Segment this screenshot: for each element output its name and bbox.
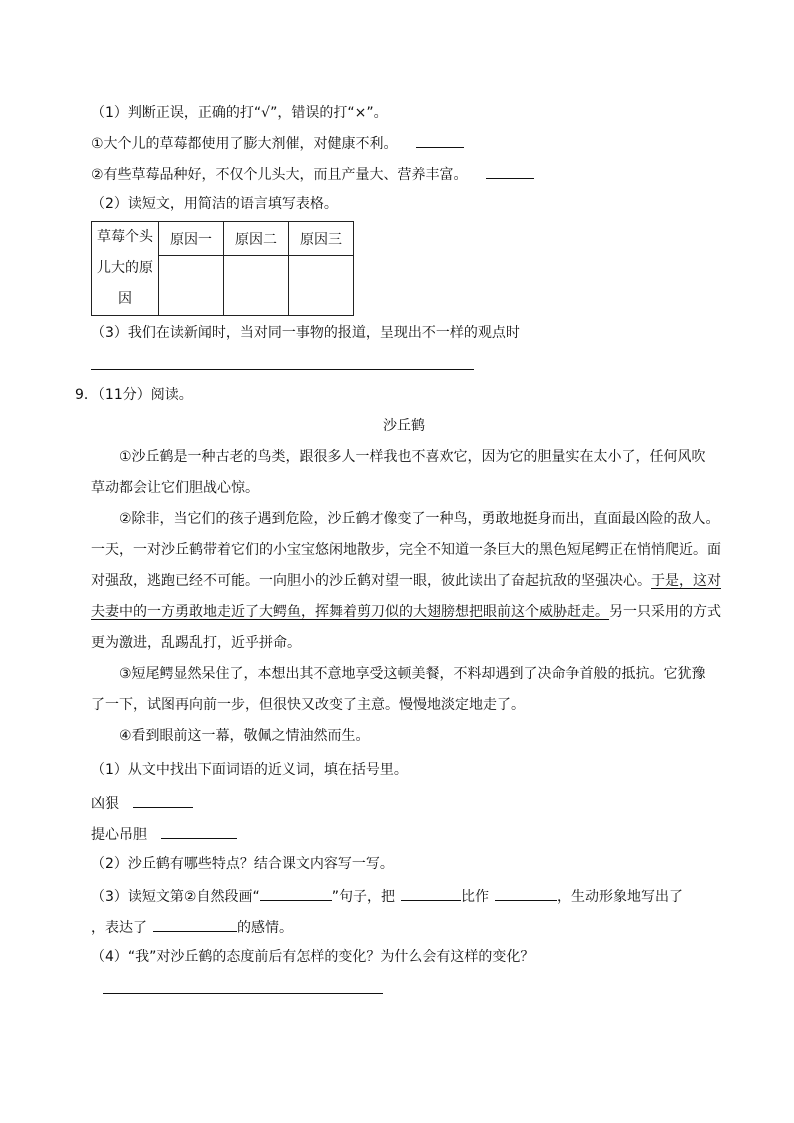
q8-statement1-text: ①大个儿的草莓都使用了膨大剂催，对健康不利。 xyxy=(91,136,398,152)
q8-part1-prompt: （1）判断正误，正确的打“√”，错误的打“×”。 xyxy=(91,105,388,121)
q9-part3-object-blank[interactable] xyxy=(495,885,557,901)
q8-statement2-text: ②有些草莓品种好，不仅个儿头大，而且产量大、营养丰富。 xyxy=(91,167,468,183)
q9-part3-d: ，生动形象地写出了 xyxy=(556,889,683,905)
passage-p2-line3 xyxy=(91,571,721,591)
q9-word1-row xyxy=(91,792,193,814)
q9-word1: 凶狠 xyxy=(91,796,119,812)
passage-p1-line1: ①沙丘鹤是一种古老的鸟类，跟很多人一样我也不喜欢它，因为它的胆量实在太小了，任何风吹 xyxy=(119,449,706,465)
q9-part3-line2 xyxy=(91,916,293,938)
table-answer-cell-3[interactable] xyxy=(289,256,354,316)
table-row-header-line1: 草莓个头 xyxy=(97,229,153,245)
passage-p1-line2: 草动都会让它们胆战心惊。 xyxy=(91,480,259,496)
q9-part3-f: 的感情。 xyxy=(237,920,293,936)
q9-part3-a: （3）读短文第②自然段画“ xyxy=(91,889,260,905)
q9-part3-feeling-blank[interactable] xyxy=(153,916,237,932)
q8-statement1 xyxy=(91,132,464,154)
table-col-header-1: 原因一 xyxy=(159,222,224,256)
q9-word1-blank[interactable] xyxy=(133,792,193,808)
passage-title: 沙丘鹤 xyxy=(383,418,425,434)
q9-word2-row xyxy=(91,823,237,845)
q8-statement2 xyxy=(91,163,534,185)
q9-part4-prompt: （4）“我”对沙丘鹤的态度前后有怎样的变化？为什么会有这样的变化？ xyxy=(91,949,535,965)
passage-p2-line1: ②除非，当它们的孩子遇到危险，沙丘鹤才像变了一种鸟，勇敢地挺身而出，直面最凶险的敌人。 xyxy=(119,511,720,527)
q9-part3-sentence-blank[interactable] xyxy=(260,885,332,901)
passage-p2-line5: 更为激进，乱踢乱打，近乎拼命。 xyxy=(91,635,301,651)
table-row-header-line3: 因 xyxy=(118,291,132,307)
table-row-header xyxy=(92,222,159,316)
table-col-header-3: 原因三 xyxy=(289,222,354,256)
q9-part3-subject-blank[interactable] xyxy=(401,885,461,901)
q9-part3-b: ”句子，把 xyxy=(331,889,395,905)
underlined-sentence-start: 于是，这对 xyxy=(651,573,721,589)
q8-statement2-answer-blank[interactable] xyxy=(486,163,534,179)
passage-p2-line4 xyxy=(91,602,721,622)
underlined-sentence-end: 夫妻中的一方勇敢地走近了大鳄鱼，挥舞着剪刀似的大翅膀想把眼前这个威胁赶走。 xyxy=(91,604,609,620)
passage-p2-line3-text: 对强敌，逃跑已经不可能。一向胆小的沙丘鹤对望一眼，彼此读出了奋起抗敌的坚强决心。 xyxy=(91,573,651,589)
q8-statement1-answer-blank[interactable] xyxy=(416,132,464,148)
q9-word2: 提心吊胆 xyxy=(91,827,147,843)
passage-p3-line2: 了一下，试图再向前一步，但很快又改变了主意。慢慢地淡定地走了。 xyxy=(91,697,525,713)
table-answer-cell-1[interactable] xyxy=(159,256,224,316)
passage-p2-line4-text: 另一只采用的方式 xyxy=(609,604,721,620)
q9-part4-answer-line[interactable] xyxy=(103,993,383,994)
q8-part2-prompt: （2）读短文，用简洁的语言填写表格。 xyxy=(91,196,338,212)
q9-part3-line1 xyxy=(91,885,683,907)
q8-part3-answer-line[interactable] xyxy=(91,369,474,370)
q9-part1-prompt: （1）从文中找出下面词语的近义词，填在括号里。 xyxy=(91,762,408,778)
table-row-header-line2: 儿大的原 xyxy=(97,260,153,276)
passage-p3-line1: ③短尾鳄显然呆住了，本想出其不意地享受这顿美餐，不料却遇到了决命争首般的抵抗。它犹豫 xyxy=(119,666,706,682)
table-answer-cell-2[interactable] xyxy=(224,256,289,316)
q9-word2-blank[interactable] xyxy=(161,823,237,839)
q9-part2-prompt: （2）沙丘鹤有哪些特点？结合课文内容写一写。 xyxy=(91,856,394,872)
q8-reason-table xyxy=(91,221,354,316)
q9-heading: 9．（11分）阅读。 xyxy=(75,387,193,403)
q8-part3-prompt: （3）我们在读新闻时，当对同一事物的报道，呈现出不一样的观点时 xyxy=(91,325,520,341)
table-col-header-2: 原因二 xyxy=(224,222,289,256)
passage-p2-line2: 一天，一对沙丘鹤带着它们的小宝宝悠闲地散步，完全不知道一条巨大的黑色短尾鳄正在悄悄爬近。面 xyxy=(91,542,721,558)
q9-part3-e: ，表达了 xyxy=(91,920,147,936)
q9-part3-c: 比作 xyxy=(460,889,489,905)
passage-p4: ④看到眼前这一幕，敬佩之情油然而生。 xyxy=(119,728,370,744)
